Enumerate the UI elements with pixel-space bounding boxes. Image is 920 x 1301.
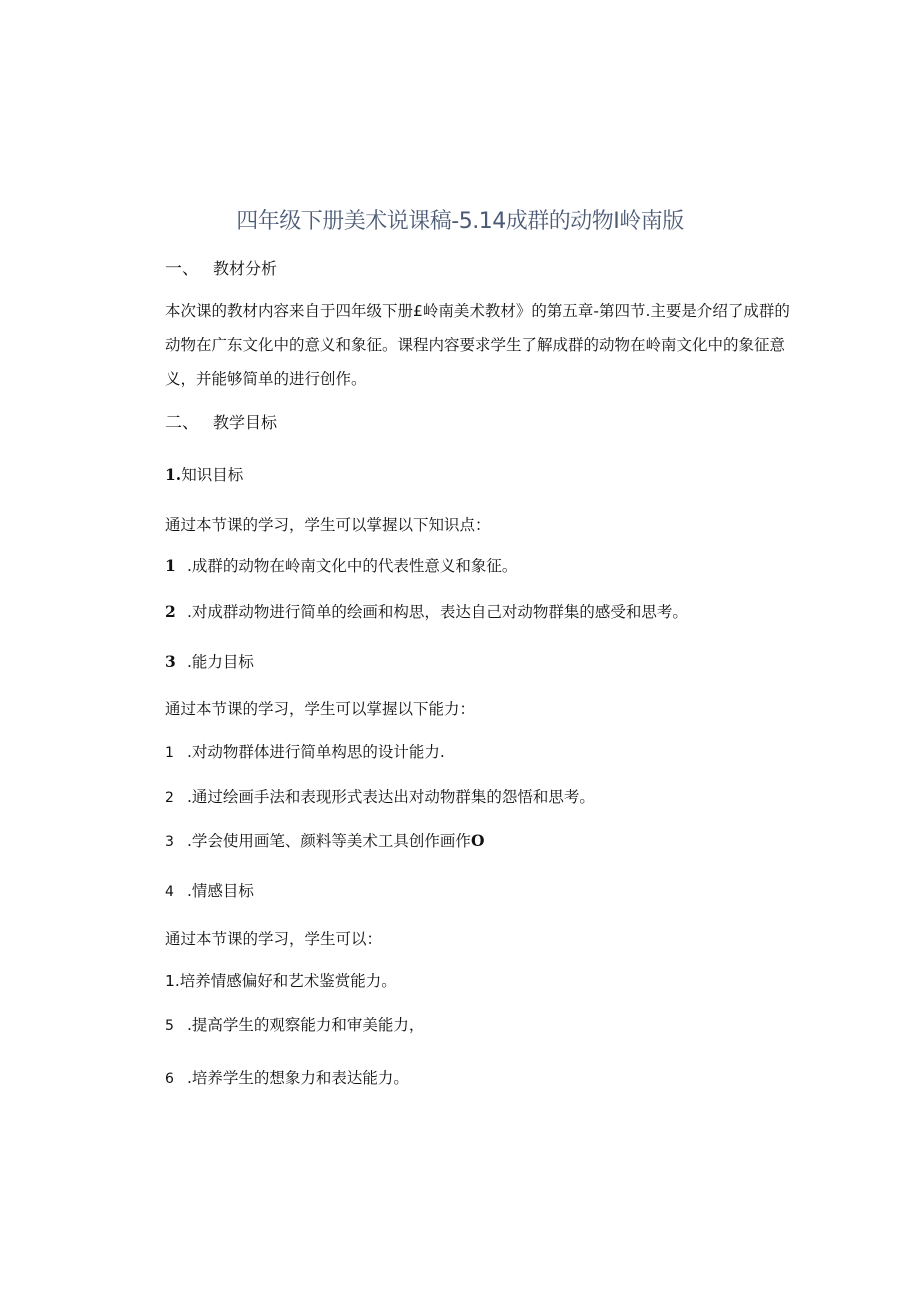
subheading-title: .能力目标	[187, 653, 254, 671]
subheading-knowledge-goals	[165, 463, 243, 487]
subheading-title: .情感目标	[187, 882, 254, 900]
section-title: 教材分析	[213, 259, 278, 278]
list-item-text: .对成群动物进行简单的绘画和构思，表达自己对动物群集的感受和思考。	[187, 603, 688, 621]
knowledge-intro: 通过本节课的学习，学生可以掌握以下知识点：	[165, 516, 491, 534]
list-item	[165, 785, 595, 810]
section-title: 教学目标	[213, 413, 278, 432]
list-item	[165, 554, 517, 578]
list-item-index: 2	[165, 602, 176, 621]
section-number: 一、	[165, 259, 199, 279]
list-item-index: 1	[165, 556, 176, 575]
subheading-emotion-goals	[165, 879, 254, 904]
subheading-number: 3	[165, 652, 176, 671]
list-item-index: 5	[165, 1018, 174, 1034]
subheading-ability-goals	[165, 650, 254, 674]
list-item-index: 6	[165, 1071, 174, 1087]
list-item	[165, 1013, 424, 1038]
emotion-intro: 通过本节课的学习，学生可以：	[165, 930, 383, 948]
document-title: 四年级下册美术说课稿-5.14成群的动物I岭南版	[236, 209, 684, 234]
list-item-index: 1	[165, 745, 174, 761]
list-item-tail: O	[470, 831, 485, 850]
list-item-text: 1.培养情感偏好和艺术鉴赏能力。	[165, 972, 397, 990]
list-item	[165, 829, 484, 854]
list-item-index: 3	[165, 834, 174, 850]
subheading-number: 4	[165, 884, 174, 900]
subheading-title: 知识目标	[181, 466, 244, 484]
list-item	[165, 600, 688, 624]
list-item-text: .成群的动物在岭南文化中的代表性意义和象征。	[187, 557, 518, 575]
list-item	[165, 969, 397, 993]
list-item	[165, 1066, 409, 1091]
section-heading-teaching-goals	[165, 411, 277, 435]
list-item-text: .学会使用画笔、颜料等美术工具创作画作	[187, 832, 471, 850]
section-number: 二、	[165, 413, 199, 433]
section-heading-textbook-analysis	[165, 257, 277, 281]
textbook-analysis-paragraph: 本次课的教材内容来自于四年级下册£岭南美术教材》的第五章-第四节.主要是介绍了成群的动物在广东文化中的意义和象征。课程内容要求学生了解成群的动物在岭南文化中的象征意义，并能够简单的进行创作。	[165, 302, 790, 388]
list-item-index: 2	[165, 790, 174, 806]
list-item-text: .通过绘画手法和表现形式表达出对动物群集的怨悟和思考。	[187, 788, 595, 806]
list-item-text: .对动物群体进行简单构思的设计能力.	[187, 743, 445, 761]
list-item-text: .培养学生的想象力和表达能力。	[187, 1069, 409, 1087]
ability-intro: 通过本节课的学习，学生可以掌握以下能力：	[165, 700, 476, 718]
list-item	[165, 740, 445, 765]
subheading-number: 1.	[165, 465, 182, 484]
list-item-text: .提高学生的观察能力和审美能力，	[187, 1016, 425, 1034]
